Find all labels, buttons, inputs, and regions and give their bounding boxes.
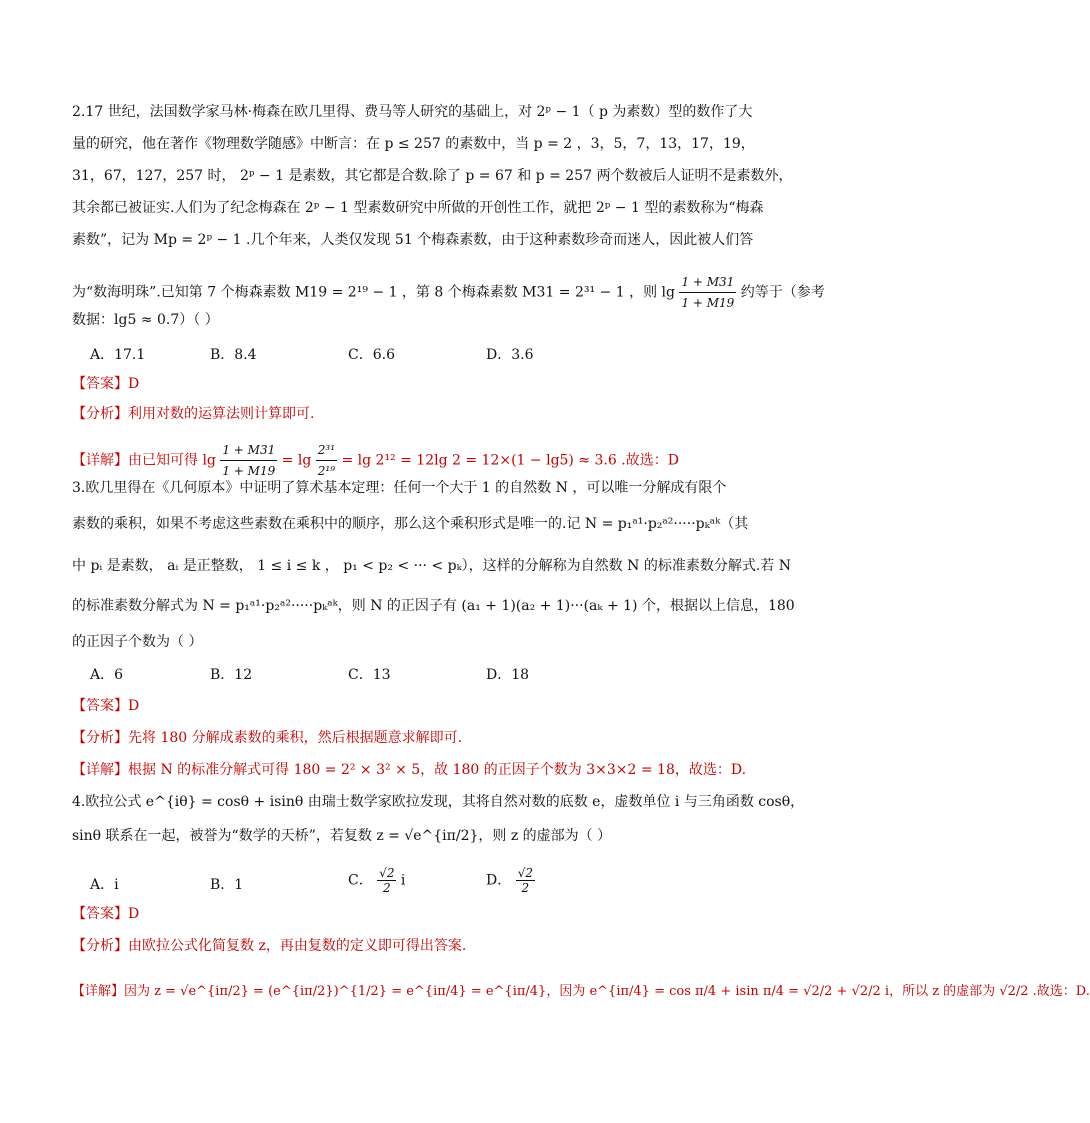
q2-line-6-tail: 约等于（参考 (740, 284, 825, 301)
q2-detail-pre: 由已知可得 lg (128, 452, 216, 469)
q2-answer-value: D (128, 376, 140, 392)
q4-choice-c-label: C． (348, 872, 373, 889)
q4-choice-c[interactable] (348, 866, 405, 895)
q2-answer (72, 374, 139, 394)
q3-choice-b[interactable]: B．12 (210, 667, 253, 683)
q3-detail-text: 根据 N 的标准分解式可得 180 = 2² × 3² × 5，故 180 的正因子个数为 3×3×2 = 18，故选：D. (128, 762, 747, 778)
q2-analysis-text: 利用对数的运算法则计算即可. (128, 406, 315, 422)
q4-analysis-text: 由欧拉公式化简复数 z，再由复数的定义即可得出答案. (128, 938, 467, 954)
q2-fraction-denominator: 1 + M19 (681, 296, 735, 310)
q2-choice-b[interactable]: B．8.4 (210, 347, 257, 363)
q3-analysis (72, 728, 462, 748)
q3-analysis-text: 先将 180 分解成素数的乘积，然后根据题意求解即可. (128, 730, 463, 746)
q3-detail (72, 760, 746, 780)
q2-line-3: 31，67，127，257 时， 2ᵖ − 1 是素数，其它都是合数.除了 p = 67 和 p = 257 两个数被后人证明不是素数外， (72, 168, 793, 184)
q4-choice-d-num: √2 (517, 866, 533, 880)
q4-choice-c-suffix: i (400, 872, 406, 889)
q2-detail (72, 440, 679, 481)
q2-detail-post: = lg 2¹² = 12lg 2 = 12×(1 − lg5) ≈ 3.6 .故选：D (341, 452, 679, 469)
q3-line-5: 的正因子个数为（ ） (72, 634, 203, 650)
q2-detail-fraction-2-num: 2³¹ (316, 440, 337, 461)
q2-line-7: 数据：lg5 ≈ 0.7）（ ） (72, 312, 219, 328)
q2-line-5: 素数”，记为 Mp = 2ᵖ − 1 .几个年来，人类仅发现 51 个梅森素数，由于这种素数珍奇而迷人，因此被人们答 (72, 232, 754, 248)
q3-line-4: 的标准素数分解式为 N = p₁ᵃ¹·p₂ᵃ²·····pₖᵃᵏ，则 N 的正因子有 (a₁ + 1)(a₂ + 1)···(aₖ + 1) 个，根据以上信息，180 (72, 598, 795, 614)
q2-detail-fraction-1 (220, 440, 277, 481)
q2-analysis-label: 【分析】 (72, 406, 128, 422)
q2-line-4: 其余都已被证实.人们为了纪念梅森在 2ᵖ − 1 型素数研究中所做的开创性工作，就把 2ᵖ − 1 型的素数称为“梅森 (72, 200, 764, 216)
q2-line-2: 量的研究，他在著作《物理数学随感》中断言：在 p ≤ 257 的素数中，当 p = 2 ，3，5，7，13，17，19， (72, 136, 755, 152)
q4-detail-text: 因为 z = √e^{iπ/2} = (e^{iπ/2})^{1/2} = e^{iπ/4} = e^{iπ/4}，因为 e^{iπ/4} = cos π/4 + isin π/4 = √2/2 + √2/2 i，所以 z 的虚部为 √2/2 .故选：D. (124, 984, 1090, 999)
q2-choice-c[interactable]: C．6.6 (348, 347, 395, 363)
q3-line-2: 素数的乘积，如果不考虑这些素数在乘积中的顺序，那么这个乘积形式是唯一的.记 N = p₁ᵃ¹·p₂ᵃ²·····pₖᵃᵏ（其 (72, 516, 749, 532)
q4-choice-d[interactable] (486, 866, 535, 895)
q2-detail-mid: = lg (281, 452, 312, 469)
q2-answer-label: 【答案】 (72, 376, 128, 392)
q3-choice-d[interactable]: D．18 (486, 667, 530, 683)
q4-line-1: 4.欧拉公式 e^{iθ} = cosθ + isinθ 由瑞士数学家欧拉发现，其将自然对数的底数 e，虚数单位 i 与三角函数 cosθ， (72, 794, 805, 810)
q2-choice-d[interactable]: D．3.6 (486, 347, 534, 363)
q2-analysis (72, 404, 314, 424)
q3-choices (90, 664, 690, 684)
q4-choice-c-fraction (377, 866, 396, 895)
q4-line-2: sinθ 联系在一起，被誉为“数学的天桥”，若复数 z = √e^{iπ/2}，则 z 的虚部为（ ） (72, 828, 612, 844)
q3-line-3: 中 pᵢ 是素数， aᵢ 是正整数， 1 ≤ i ≤ k ， p₁ < p₂ < ··· < pₖ），这样的分解称为自然数 N 的标准素数分解式.若 N (72, 558, 791, 574)
q3-answer-value: D (128, 698, 140, 714)
q4-choice-d-fraction (516, 866, 535, 895)
q4-analysis-label: 【分析】 (72, 938, 128, 954)
q4-choice-a[interactable]: A．i (90, 877, 119, 893)
q3-answer-label: 【答案】 (72, 698, 128, 714)
q2-choices (90, 344, 690, 364)
q3-answer (72, 696, 139, 716)
q4-detail-label: 【详解】 (72, 984, 125, 999)
q4-choice-b[interactable]: B．1 (210, 877, 244, 893)
q4-choice-d-label: D． (486, 872, 512, 889)
q3-choice-c[interactable]: C．13 (348, 667, 391, 683)
q4-answer-value: D (128, 906, 140, 922)
q2-fraction (679, 272, 736, 313)
q4-choices (90, 866, 690, 906)
q2-fraction-numerator: 1 + M31 (679, 272, 736, 293)
q4-choice-c-num: √2 (379, 866, 395, 880)
q2-line-1: 2.17 世纪，法国数学家马林·梅森在欧几里得、费马等人研究的基础上，对 2ᵖ − 1（ p 为素数）型的数作了大 (72, 104, 753, 120)
q3-analysis-label: 【分析】 (72, 730, 128, 746)
q2-line-6-text: 为“数海明珠”.已知第 7 个梅森素数 M19 = 2¹⁹ − 1 ，第 8 个梅森素数 M31 = 2³¹ − 1 ，则 lg (72, 284, 675, 301)
q2-line-6 (72, 272, 825, 313)
q4-answer (72, 904, 139, 924)
q2-choice-a[interactable]: A．17.1 (90, 347, 146, 363)
q3-choice-a[interactable]: A．6 (90, 667, 124, 683)
q4-answer-label: 【答案】 (72, 906, 128, 922)
q2-detail-fraction-1-den: 1 + M19 (222, 464, 276, 478)
q4-choice-c-den: 2 (382, 881, 391, 895)
q4-analysis (72, 936, 466, 956)
q2-detail-fraction-2-den: 2¹⁹ (317, 464, 336, 478)
q2-detail-fraction-2 (316, 440, 337, 481)
q2-detail-fraction-1-num: 1 + M31 (220, 440, 277, 461)
q2-detail-label: 【详解】 (72, 452, 128, 469)
q3-line-1: 3.欧几里得在《几何原本》中证明了算术基本定理：任何一个大于 1 的自然数 N ，可以唯一分解成有限个 (72, 480, 727, 496)
q4-detail (72, 982, 1090, 1002)
q4-choice-d-den: 2 (521, 881, 530, 895)
q3-detail-label: 【详解】 (72, 762, 128, 778)
